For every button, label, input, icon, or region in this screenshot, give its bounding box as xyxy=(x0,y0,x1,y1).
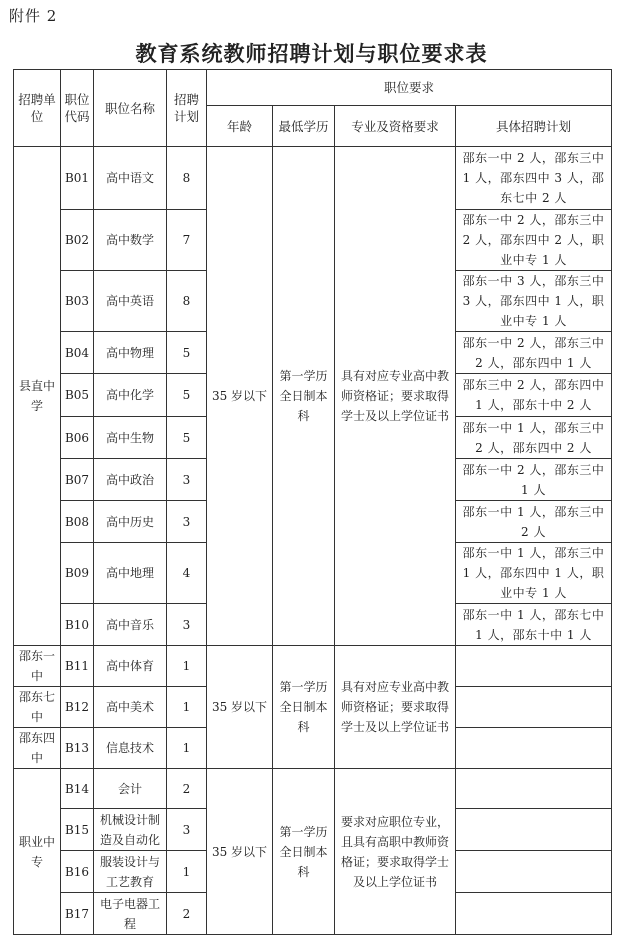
education-cell: 第一学历全日制本科 xyxy=(273,769,335,935)
qualification-cell: 具有对应专业高中教师资格证；要求取得学士及以上学位证书 xyxy=(335,147,456,646)
position-cell: 高中美术 xyxy=(94,687,167,728)
header-count: 招聘计划 xyxy=(167,70,207,147)
code-cell: B09 xyxy=(61,543,94,604)
unit-cell: 邵东一中 xyxy=(14,646,61,687)
plan-cell xyxy=(456,687,612,728)
position-cell: 高中地理 xyxy=(94,543,167,604)
table-row xyxy=(14,646,612,687)
header-plan: 具体招聘计划 xyxy=(456,106,612,147)
header-code: 职位代码 xyxy=(61,70,94,147)
plan-cell: 邵东一中 1 人，邵东三中 1 人，邵东四中 1 人，职业中专 1 人 xyxy=(456,543,612,604)
code-cell: B07 xyxy=(61,459,94,501)
code-cell: B05 xyxy=(61,374,94,417)
code-cell: B04 xyxy=(61,332,94,374)
document-title: 教育系统教师招聘计划与职位要求表 xyxy=(135,41,488,66)
plan-cell: 邵东一中 2 人，邵东三中 2 人，邵东四中 2 人，职业中专 1 人 xyxy=(456,210,612,271)
qualification-cell: 要求对应职位专业，且具有高职中教师资格证；要求取得学士及以上学位证书 xyxy=(335,769,456,935)
header-requirements: 职位要求 xyxy=(207,70,612,106)
unit-cell: 邵东七中 xyxy=(14,687,61,728)
count-cell: 5 xyxy=(167,332,207,374)
count-cell: 8 xyxy=(167,147,207,210)
qualification-cell: 具有对应专业高中教师资格证；要求取得学士及以上学位证书 xyxy=(335,646,456,769)
position-cell: 机械设计制造及自动化 xyxy=(94,809,167,851)
code-cell: B14 xyxy=(61,769,94,809)
position-cell: 会计 xyxy=(94,769,167,809)
code-cell: B12 xyxy=(61,687,94,728)
code-cell: B17 xyxy=(61,893,94,935)
count-cell: 1 xyxy=(167,646,207,687)
count-cell: 7 xyxy=(167,210,207,271)
position-cell: 高中数学 xyxy=(94,210,167,271)
plan-cell: 邵东三中 2 人，邵东四中 1 人，邵东十中 2 人 xyxy=(456,374,612,417)
code-cell: B16 xyxy=(61,851,94,893)
code-cell: B15 xyxy=(61,809,94,851)
unit-cell: 职业中专 xyxy=(14,769,61,935)
header-education: 最低学历 xyxy=(273,106,335,147)
plan-cell xyxy=(456,769,612,809)
code-cell: B02 xyxy=(61,210,94,271)
position-cell: 高中历史 xyxy=(94,501,167,543)
count-cell: 1 xyxy=(167,728,207,769)
count-cell: 2 xyxy=(167,893,207,935)
position-cell: 高中语文 xyxy=(94,147,167,210)
age-cell: 35 岁以下 xyxy=(207,147,273,646)
plan-cell: 邵东一中 3 人，邵东三中 3 人，邵东四中 1 人，职业中专 1 人 xyxy=(456,271,612,332)
plan-cell: 邵东一中 1 人，邵东三中 2 人 xyxy=(456,501,612,543)
plan-cell: 邵东一中 1 人，邵东三中 2 人，邵东四中 2 人 xyxy=(456,417,612,459)
count-cell: 2 xyxy=(167,769,207,809)
count-cell: 1 xyxy=(167,851,207,893)
position-cell: 高中政治 xyxy=(94,459,167,501)
recruitment-table xyxy=(13,69,612,935)
position-cell: 高中英语 xyxy=(94,271,167,332)
code-cell: B10 xyxy=(61,604,94,646)
plan-cell xyxy=(456,809,612,851)
header-qualification: 专业及资格要求 xyxy=(335,106,456,147)
position-cell: 高中化学 xyxy=(94,374,167,417)
table-row xyxy=(14,769,612,809)
count-cell: 3 xyxy=(167,501,207,543)
unit-cell: 县直中学 xyxy=(14,147,61,646)
position-cell: 高中体育 xyxy=(94,646,167,687)
header-position: 职位名称 xyxy=(94,70,167,147)
count-cell: 3 xyxy=(167,459,207,501)
count-cell: 1 xyxy=(167,687,207,728)
count-cell: 5 xyxy=(167,374,207,417)
plan-cell: 邵东一中 2 人，邵东三中 2 人，邵东四中 1 人 xyxy=(456,332,612,374)
plan-cell xyxy=(456,851,612,893)
plan-cell: 邵东一中 2 人，邵东三中 1 人，邵东四中 3 人，邵东七中 2 人 xyxy=(456,147,612,210)
plan-cell xyxy=(456,646,612,687)
education-cell: 第一学历全日制本科 xyxy=(273,646,335,769)
plan-cell xyxy=(456,893,612,935)
position-cell: 高中生物 xyxy=(94,417,167,459)
code-cell: B08 xyxy=(61,501,94,543)
count-cell: 3 xyxy=(167,604,207,646)
position-cell: 信息技术 xyxy=(94,728,167,769)
code-cell: B13 xyxy=(61,728,94,769)
unit-cell: 邵东四中 xyxy=(14,728,61,769)
education-cell: 第一学历全日制本科 xyxy=(273,147,335,646)
code-cell: B03 xyxy=(61,271,94,332)
header-unit: 招聘单位 xyxy=(14,70,61,147)
count-cell: 8 xyxy=(167,271,207,332)
age-cell: 35 岁以下 xyxy=(207,769,273,935)
count-cell: 3 xyxy=(167,809,207,851)
plan-cell xyxy=(456,728,612,769)
count-cell: 4 xyxy=(167,543,207,604)
position-cell: 高中音乐 xyxy=(94,604,167,646)
attachment-label: 附件 2 xyxy=(9,7,58,25)
count-cell: 5 xyxy=(167,417,207,459)
plan-cell: 邵东一中 1 人，邵东七中 1 人，邵东十中 1 人 xyxy=(456,604,612,646)
plan-cell: 邵东一中 2 人，邵东三中 1 人 xyxy=(456,459,612,501)
code-cell: B01 xyxy=(61,147,94,210)
age-cell: 35 岁以下 xyxy=(207,646,273,769)
position-cell: 高中物理 xyxy=(94,332,167,374)
position-cell: 电子电器工程 xyxy=(94,893,167,935)
header-age: 年龄 xyxy=(207,106,273,147)
position-cell: 服装设计与工艺教育 xyxy=(94,851,167,893)
table-row xyxy=(14,147,612,210)
code-cell: B11 xyxy=(61,646,94,687)
code-cell: B06 xyxy=(61,417,94,459)
